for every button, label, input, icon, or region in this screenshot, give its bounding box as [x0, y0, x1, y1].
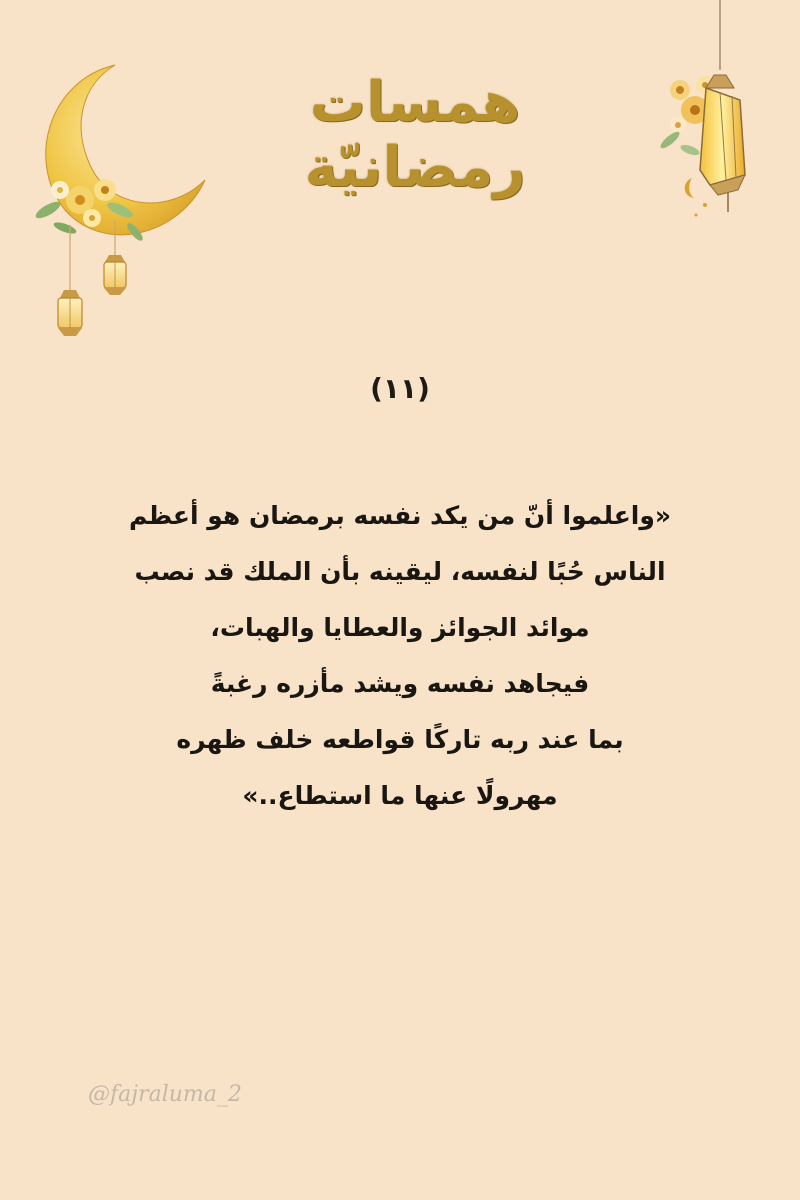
crescent-moon-icon: [20, 50, 220, 350]
post-number: (١١): [370, 372, 430, 405]
author-handle: @fajraluma_2: [88, 1082, 242, 1107]
quote-line: بما عند ربه تاركًا قواطعه خلف ظهره: [176, 725, 624, 754]
quote-line: الناس حُبًا لنفسه، ليقينه بأن الملك قد نصب: [134, 557, 666, 586]
quote-text: [90, 488, 710, 824]
quote-line: مهرولًا عنها ما استطاع..»: [242, 781, 558, 810]
small-lantern-icon: [58, 290, 82, 336]
hanging-lantern-icon: [650, 0, 770, 230]
quote-line: فيجاهد نفسه ويشد مأزره رغبةً: [210, 669, 590, 698]
page-title: همسات رمضانيّة: [304, 70, 526, 200]
quote-line: «واعلموا أنّ من يكد نفسه برمضان هو أعظم: [128, 501, 672, 530]
quote-line: موائد الجوائز والعطايا والهبات،: [210, 613, 590, 642]
small-lantern-icon: [104, 255, 126, 295]
